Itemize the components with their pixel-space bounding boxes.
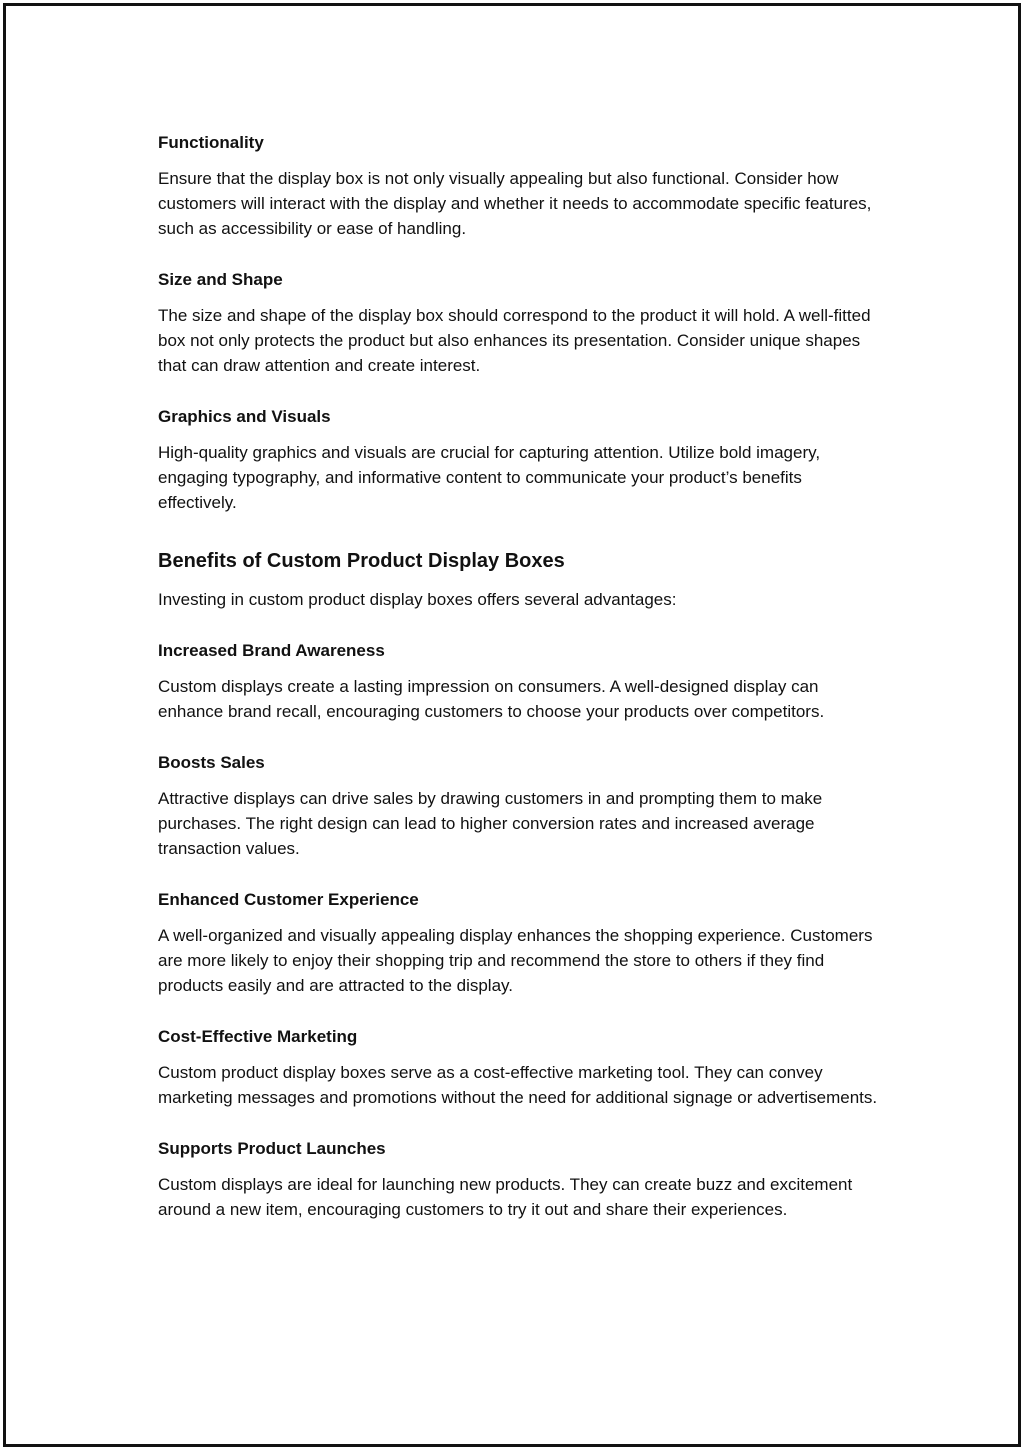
spacer: [158, 1110, 878, 1136]
benefits-intro: Investing in custom product display boxes offers several advantages:: [158, 590, 677, 609]
section-heading: Cost-Effective Marketing: [158, 1027, 358, 1046]
section-heading: Enhanced Customer Experience: [158, 890, 419, 909]
section-paragraph: High-quality graphics and visuals are crucial for capturing attention. Utilize bold imagery, engaging typography, and informative content to communicate your product’s benefits effectively.: [158, 443, 821, 512]
section-supports-product-launches: [158, 1136, 878, 1222]
section-heading: Boosts Sales: [158, 753, 265, 772]
section-boosts-sales: [158, 750, 878, 887]
section-functionality: [158, 130, 878, 267]
benefits-title: Benefits of Custom Product Display Boxes: [158, 550, 565, 572]
spacer: [158, 998, 878, 1024]
section-benefits: [158, 547, 878, 638]
section-paragraph: The size and shape of the display box should correspond to the product it will hold. A well-fitted box not only protects the product but also enhances its presentation. Consider unique shapes that can draw attention and create interest.: [158, 306, 871, 375]
spacer: [158, 241, 878, 267]
section-paragraph: Attractive displays can drive sales by drawing customers in and prompting them to make purchases. The right design can lead to higher conversion rates and increased average transaction values.: [158, 789, 823, 858]
section-heading: Supports Product Launches: [158, 1139, 386, 1158]
section-enhanced-customer-experience: [158, 887, 878, 1024]
section-heading: Increased Brand Awareness: [158, 641, 385, 660]
section-heading: Graphics and Visuals: [158, 407, 331, 426]
spacer: [158, 515, 878, 541]
section-paragraph: Ensure that the display box is not only visually appealing but also functional. Consider how customers will interact with the display and whether it needs to accommodate specific features, such as accessibility or ease of handling.: [158, 169, 872, 238]
document-content: [158, 130, 878, 1222]
section-paragraph: Custom displays create a lasting impression on consumers. A well-designed display can enhance brand recall, encouraging customers to choose your products over competitors.: [158, 677, 825, 721]
section-size-and-shape: [158, 267, 878, 404]
spacer: [158, 378, 878, 404]
page-frame: [3, 3, 1021, 1447]
section-paragraph: Custom product display boxes serve as a cost-effective marketing tool. They can convey marketing messages and promotions without the need for additional signage or advertisements.: [158, 1063, 878, 1107]
spacer: [158, 724, 878, 750]
spacer: [158, 612, 878, 638]
section-heading: Size and Shape: [158, 270, 283, 289]
spacer: [158, 861, 878, 887]
section-graphics-and-visuals: [158, 404, 878, 541]
section-heading: Functionality: [158, 133, 264, 152]
section-paragraph: A well-organized and visually appealing display enhances the shopping experience. Customers are more likely to enjoy their shopping trip and recommend the store to others if they find products easily and are attracted to the display.: [158, 926, 873, 995]
section-increased-brand-awareness: [158, 638, 878, 750]
section-cost-effective-marketing: [158, 1024, 878, 1136]
section-paragraph: Custom displays are ideal for launching new products. They can create buzz and excitement around a new item, encouraging customers to try it out and share their experiences.: [158, 1175, 853, 1219]
